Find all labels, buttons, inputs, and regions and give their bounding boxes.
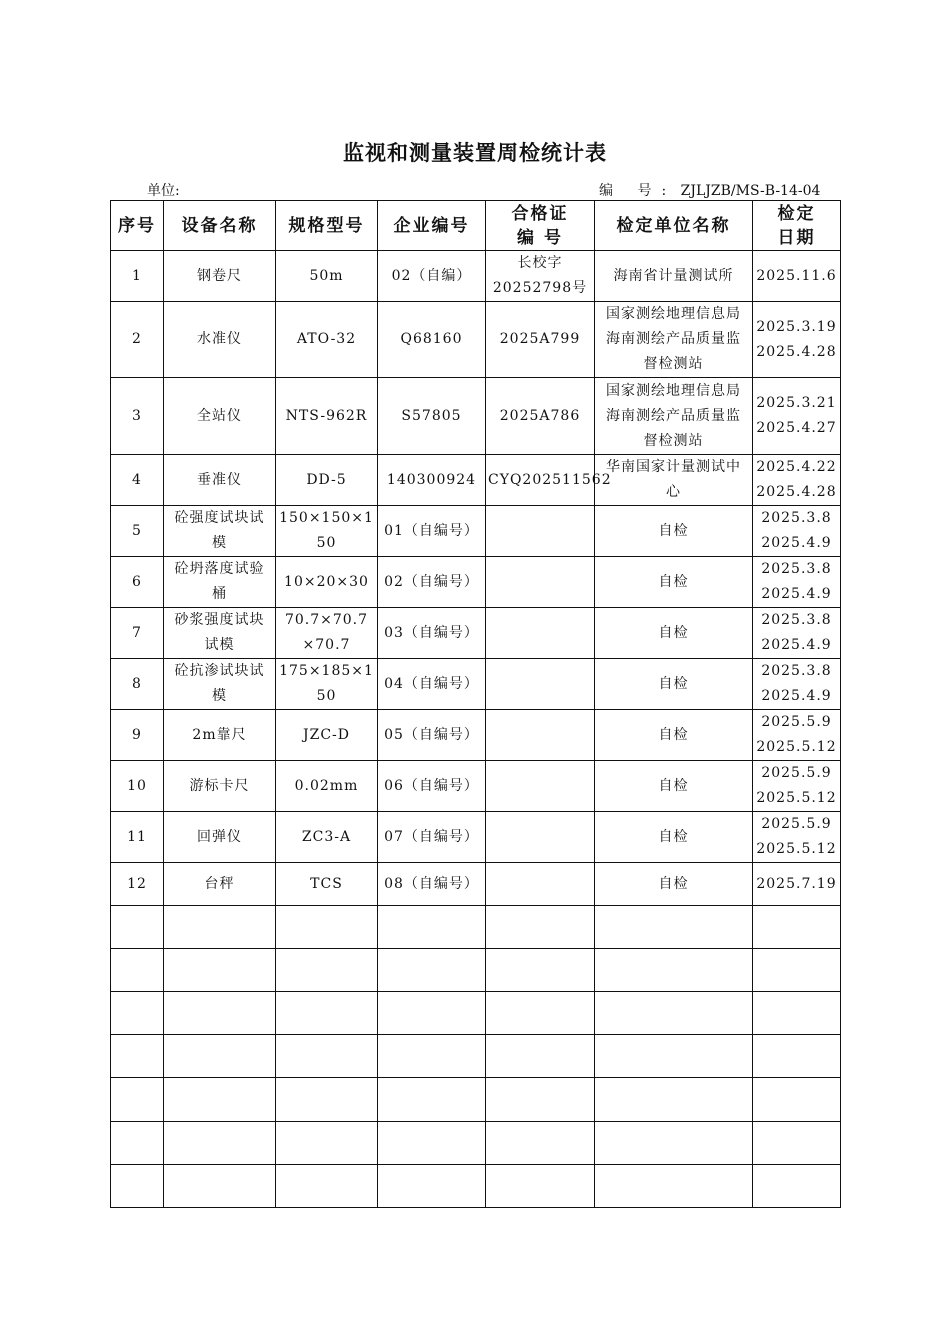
cell-index xyxy=(111,1165,164,1208)
header-calibration-unit: 检定单位名称 xyxy=(595,201,753,251)
table-row xyxy=(111,659,841,710)
cell-device-name: 砂浆强度试块 试模 xyxy=(164,608,276,659)
cell-calibration-date: 2025.3.8 2025.4.9 xyxy=(753,557,841,608)
table-row xyxy=(111,710,841,761)
page-title: 监视和测量装置周检统计表 xyxy=(343,141,607,165)
cell-device-name xyxy=(164,906,276,949)
cell-calibration-date: 2025.3.8 2025.4.9 xyxy=(753,506,841,557)
cell-model: 175×185×1 50 xyxy=(276,659,378,710)
cell-company-number: 140300924 xyxy=(378,455,486,506)
cell-company-number: 03（自编号） xyxy=(378,608,486,659)
cell-model: NTS-962R xyxy=(276,378,378,455)
cell-calibration-date xyxy=(753,1122,841,1165)
cell-calibration-unit xyxy=(595,1078,753,1122)
cell-certificate-number xyxy=(486,557,595,608)
cell-index: 5 xyxy=(111,506,164,557)
cell-calibration-date: 2025.4.22 2025.4.28 xyxy=(753,455,841,506)
cell-device-name: 钢卷尺 xyxy=(164,251,276,302)
cell-device-name: 砼抗渗试块试 模 xyxy=(164,659,276,710)
table-row xyxy=(111,1078,841,1122)
cell-certificate-number xyxy=(486,812,595,863)
cell-calibration-date: 2025.11.6 xyxy=(753,251,841,302)
document-code xyxy=(599,180,820,200)
cell-model: 10×20×30 xyxy=(276,557,378,608)
cell-calibration-date: 2025.3.8 2025.4.9 xyxy=(753,608,841,659)
cell-company-number: 06（自编号） xyxy=(378,761,486,812)
cell-model xyxy=(276,1165,378,1208)
cell-calibration-date: 2025.5.9 2025.5.12 xyxy=(753,710,841,761)
cell-calibration-date: 2025.3.19 2025.4.28 xyxy=(753,302,841,378)
cell-company-number xyxy=(378,992,486,1035)
cell-index: 7 xyxy=(111,608,164,659)
cell-company-number: 04（自编号） xyxy=(378,659,486,710)
cell-device-name xyxy=(164,992,276,1035)
table-row xyxy=(111,1122,841,1165)
cell-model: 70.7×70.7 ×70.7 xyxy=(276,608,378,659)
cell-index: 1 xyxy=(111,251,164,302)
cell-index: 6 xyxy=(111,557,164,608)
cell-certificate-number xyxy=(486,710,595,761)
cell-device-name: 回弹仪 xyxy=(164,812,276,863)
cell-calibration-date: 2025.5.9 2025.5.12 xyxy=(753,812,841,863)
cell-index: 4 xyxy=(111,455,164,506)
cell-model: TCS xyxy=(276,863,378,906)
cell-company-number xyxy=(378,949,486,992)
cell-certificate-number xyxy=(486,1078,595,1122)
cell-calibration-unit: 华南国家计量测试中 心 xyxy=(595,455,753,506)
cell-certificate-number: 长校字 20252798号 xyxy=(486,251,595,302)
cell-index: 9 xyxy=(111,710,164,761)
table-row xyxy=(111,812,841,863)
cell-certificate-number: 2025A786 xyxy=(486,378,595,455)
cell-certificate-number xyxy=(486,506,595,557)
cell-index xyxy=(111,949,164,992)
cell-device-name: 砼坍落度试验 桶 xyxy=(164,557,276,608)
cell-calibration-unit: 自检 xyxy=(595,761,753,812)
table-row xyxy=(111,506,841,557)
cell-certificate-number xyxy=(486,1165,595,1208)
cell-model xyxy=(276,1122,378,1165)
cell-model: 0.02mm xyxy=(276,761,378,812)
cell-company-number xyxy=(378,1122,486,1165)
cell-model xyxy=(276,1078,378,1122)
cell-device-name: 水准仪 xyxy=(164,302,276,378)
cell-device-name: 垂准仪 xyxy=(164,455,276,506)
cell-model: 150×150×1 50 xyxy=(276,506,378,557)
cell-model xyxy=(276,949,378,992)
cell-device-name xyxy=(164,949,276,992)
cell-company-number xyxy=(378,1035,486,1078)
cell-calibration-date: 2025.3.8 2025.4.9 xyxy=(753,659,841,710)
cell-company-number: S57805 xyxy=(378,378,486,455)
cell-calibration-date xyxy=(753,1165,841,1208)
cell-model xyxy=(276,906,378,949)
unit-label: 单位: xyxy=(147,183,180,199)
cell-calibration-unit: 海南省计量测试所 xyxy=(595,251,753,302)
cell-model: DD-5 xyxy=(276,455,378,506)
cell-device-name xyxy=(164,1035,276,1078)
cell-certificate-number xyxy=(486,659,595,710)
cell-calibration-unit: 自检 xyxy=(595,557,753,608)
cell-calibration-date xyxy=(753,906,841,949)
cell-index xyxy=(111,1122,164,1165)
cell-certificate-number: CYQ202511562 xyxy=(486,455,595,506)
cell-certificate-number xyxy=(486,1122,595,1165)
cell-certificate-number xyxy=(486,1035,595,1078)
table-row xyxy=(111,992,841,1035)
cell-company-number: 02（自编） xyxy=(378,251,486,302)
cell-calibration-unit: 自检 xyxy=(595,812,753,863)
cell-model: ZC3-A xyxy=(276,812,378,863)
cell-company-number xyxy=(378,906,486,949)
cell-index xyxy=(111,1035,164,1078)
cell-calibration-unit xyxy=(595,992,753,1035)
cell-company-number: 01（自编号） xyxy=(378,506,486,557)
cell-device-name: 游标卡尺 xyxy=(164,761,276,812)
cell-model: ATO-32 xyxy=(276,302,378,378)
cell-device-name xyxy=(164,1165,276,1208)
header-certificate-number: 合格证 编 号 xyxy=(486,201,595,251)
table-row xyxy=(111,906,841,949)
cell-calibration-date xyxy=(753,1035,841,1078)
cell-device-name: 2m靠尺 xyxy=(164,710,276,761)
cell-device-name xyxy=(164,1078,276,1122)
cell-calibration-date: 2025.5.9 2025.5.12 xyxy=(753,761,841,812)
cell-calibration-date xyxy=(753,1078,841,1122)
cell-index: 3 xyxy=(111,378,164,455)
cell-company-number: 02（自编号） xyxy=(378,557,486,608)
cell-company-number: Q68160 xyxy=(378,302,486,378)
cell-company-number xyxy=(378,1165,486,1208)
cell-calibration-unit xyxy=(595,1165,753,1208)
cell-model xyxy=(276,1035,378,1078)
cell-company-number: 08（自编号） xyxy=(378,863,486,906)
cell-calibration-unit: 国家测绘地理信息局 海南测绘产品质量监 督检测站 xyxy=(595,302,753,378)
cell-calibration-unit xyxy=(595,1122,753,1165)
cell-index: 11 xyxy=(111,812,164,863)
cell-company-number xyxy=(378,1078,486,1122)
code-value: ZJLJZB/MS-B-14-04 xyxy=(680,183,821,199)
header-model: 规格型号 xyxy=(276,201,378,251)
cell-certificate-number xyxy=(486,992,595,1035)
cell-calibration-unit: 自检 xyxy=(595,608,753,659)
cell-model xyxy=(276,992,378,1035)
table-row xyxy=(111,608,841,659)
cell-device-name: 全站仪 xyxy=(164,378,276,455)
cell-calibration-date: 2025.3.21 2025.4.27 xyxy=(753,378,841,455)
header-index: 序号 xyxy=(111,201,164,251)
header-row xyxy=(111,201,841,251)
table-row xyxy=(111,761,841,812)
code-label: 编 号: xyxy=(599,183,677,199)
cell-calibration-unit xyxy=(595,949,753,992)
cell-model: JZC-D xyxy=(276,710,378,761)
header-company-number: 企业编号 xyxy=(378,201,486,251)
cell-index: 8 xyxy=(111,659,164,710)
inspection-table xyxy=(110,200,841,1208)
table-row xyxy=(111,378,841,455)
cell-calibration-unit: 自检 xyxy=(595,659,753,710)
cell-calibration-unit: 自检 xyxy=(595,506,753,557)
cell-index xyxy=(111,992,164,1035)
table-row xyxy=(111,251,841,302)
cell-index: 10 xyxy=(111,761,164,812)
cell-calibration-unit: 自检 xyxy=(595,863,753,906)
cell-device-name xyxy=(164,1122,276,1165)
table-row xyxy=(111,949,841,992)
cell-index xyxy=(111,1078,164,1122)
cell-device-name: 台秤 xyxy=(164,863,276,906)
cell-calibration-date xyxy=(753,992,841,1035)
cell-certificate-number xyxy=(486,608,595,659)
cell-calibration-unit xyxy=(595,906,753,949)
cell-model: 50m xyxy=(276,251,378,302)
table-row xyxy=(111,1165,841,1208)
table-row xyxy=(111,1035,841,1078)
cell-calibration-unit: 自检 xyxy=(595,710,753,761)
table-row xyxy=(111,557,841,608)
cell-company-number: 07（自编号） xyxy=(378,812,486,863)
cell-certificate-number xyxy=(486,761,595,812)
cell-certificate-number: 2025A799 xyxy=(486,302,595,378)
cell-index xyxy=(111,906,164,949)
cell-calibration-date: 2025.7.19 xyxy=(753,863,841,906)
cell-index: 2 xyxy=(111,302,164,378)
cell-certificate-number xyxy=(486,949,595,992)
cell-index: 12 xyxy=(111,863,164,906)
header-device-name: 设备名称 xyxy=(164,201,276,251)
cell-device-name: 砼强度试块试 模 xyxy=(164,506,276,557)
cell-certificate-number xyxy=(486,863,595,906)
table-row xyxy=(111,863,841,906)
cell-calibration-unit: 国家测绘地理信息局 海南测绘产品质量监 督检测站 xyxy=(595,378,753,455)
table-row xyxy=(111,302,841,378)
cell-calibration-date xyxy=(753,949,841,992)
cell-company-number: 05（自编号） xyxy=(378,710,486,761)
table-row xyxy=(111,455,841,506)
cell-certificate-number xyxy=(486,906,595,949)
header-calibration-date: 检定 日期 xyxy=(753,201,841,251)
cell-calibration-unit xyxy=(595,1035,753,1078)
